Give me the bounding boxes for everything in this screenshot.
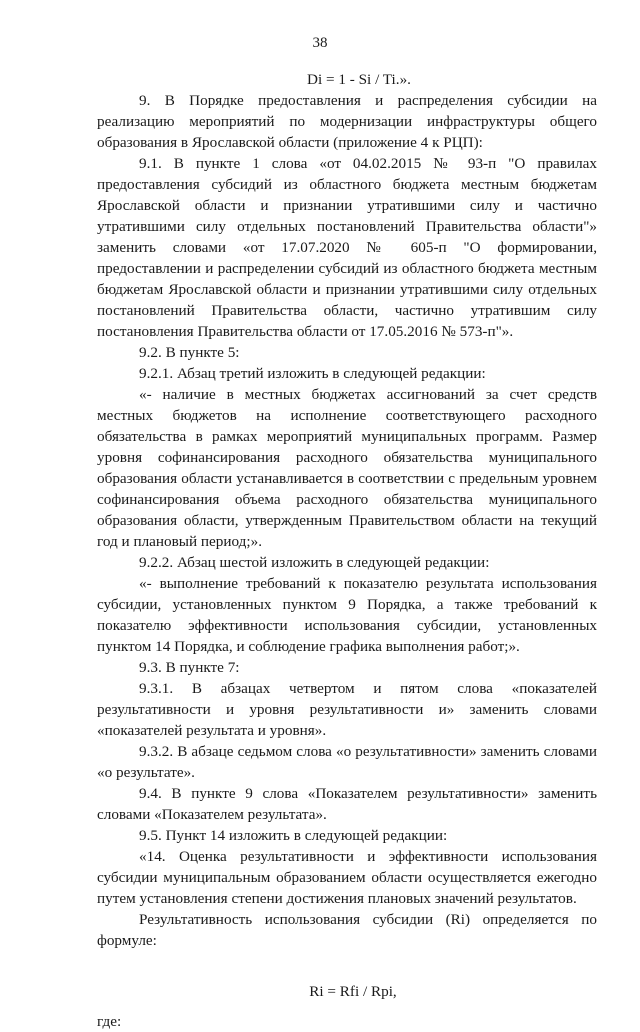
paragraph-9-2-1: 9.2.1. Абзац третий изложить в следующей редакции:: [139, 365, 486, 382]
paragraph-9-2: 9.2. В пункте 5:: [139, 344, 240, 361]
closing-label: где:: [97, 1013, 122, 1030]
quote-abzac-third: «- наличие в местных бюджетах ассигнований за счет средств местных бюджетов на исполнение соответствующего расходного обязательства в рамках мероприятий муниципальных программ. Размер уровня софинансирования расходного обязательства муниципального образования области устанавливается в соответствии с предельным уровнем софинансирования объема расходного обязательства муниципального образования области, утвержденным Правительством области на текущий год и плановый период;».: [97, 386, 597, 550]
document-body: [97, 69, 597, 1032]
paragraph-9-3-2: 9.3.2. В абзаце седьмом слова «о результативности» заменить словами «о результате».: [97, 743, 597, 781]
paragraph-9-2-2: 9.2.2. Абзац шестой изложить в следующей редакции:: [139, 554, 490, 571]
formula-ri: Ri = Rfi / Rpi,: [309, 983, 397, 1000]
quote-point-14: «14. Оценка результативности и эффективности использования субсидии муниципальным образованием области осуществляется ежегодно путем установления степени достижения плановых значений результатов.: [97, 848, 597, 907]
formula-di: Di = 1 - Si / Ti.».: [307, 71, 411, 88]
paragraph-9: 9. В Порядке предоставления и распределения субсидии на реализацию мероприятий по модернизации инфраструктуры общего образования в Ярославской области (приложение 4 к РЦП):: [97, 92, 597, 151]
quote-abzac-sixth: «- выполнение требований к показателю результата использования субсидии, установленных пунктом 9 Порядка, а также требований к показателю эффективности использования субсидии, установленных пунктом 14 Порядка, и соблюдение графика выполнения работ;».: [97, 575, 597, 655]
paragraph-9-5: 9.5. Пункт 14 изложить в следующей редакции:: [139, 827, 448, 844]
paragraph-9-1: 9.1. В пункте 1 слова «от 04.02.2015 № 93-п "О правилах предоставления субсидий из областного бюджета местным бюджетам Ярославской области и признании утратившими силу и частично утратившими силу отдельных постановлений Правительства области"» заменить словами «от 17.07.2020 № 605-п "О формировании, предоставлении и распределении субсидий из областного бюджета местным бюджетам Ярославской области и признании утратившими силу отдельных постановлений Правительства области, частично утратившим силу постановления Правительства области от 17.05.2016 № 573-п"».: [97, 155, 597, 340]
paragraph-9-3: 9.3. В пункте 7:: [139, 659, 240, 676]
page-number: 38: [312, 35, 328, 51]
paragraph-9-4: 9.4. В пункте 9 слова «Показателем результативности» заменить словами «Показателем результата».: [97, 785, 597, 823]
paragraph-9-3-1: 9.3.1. В абзацах четвертом и пятом слова «показателей результативности и уровня результативности и» заменить словами «показателей результата и уровня».: [97, 680, 597, 739]
paragraph-formula-intro: Результативность использования субсидии (Ri) определяется по формуле:: [97, 911, 597, 949]
